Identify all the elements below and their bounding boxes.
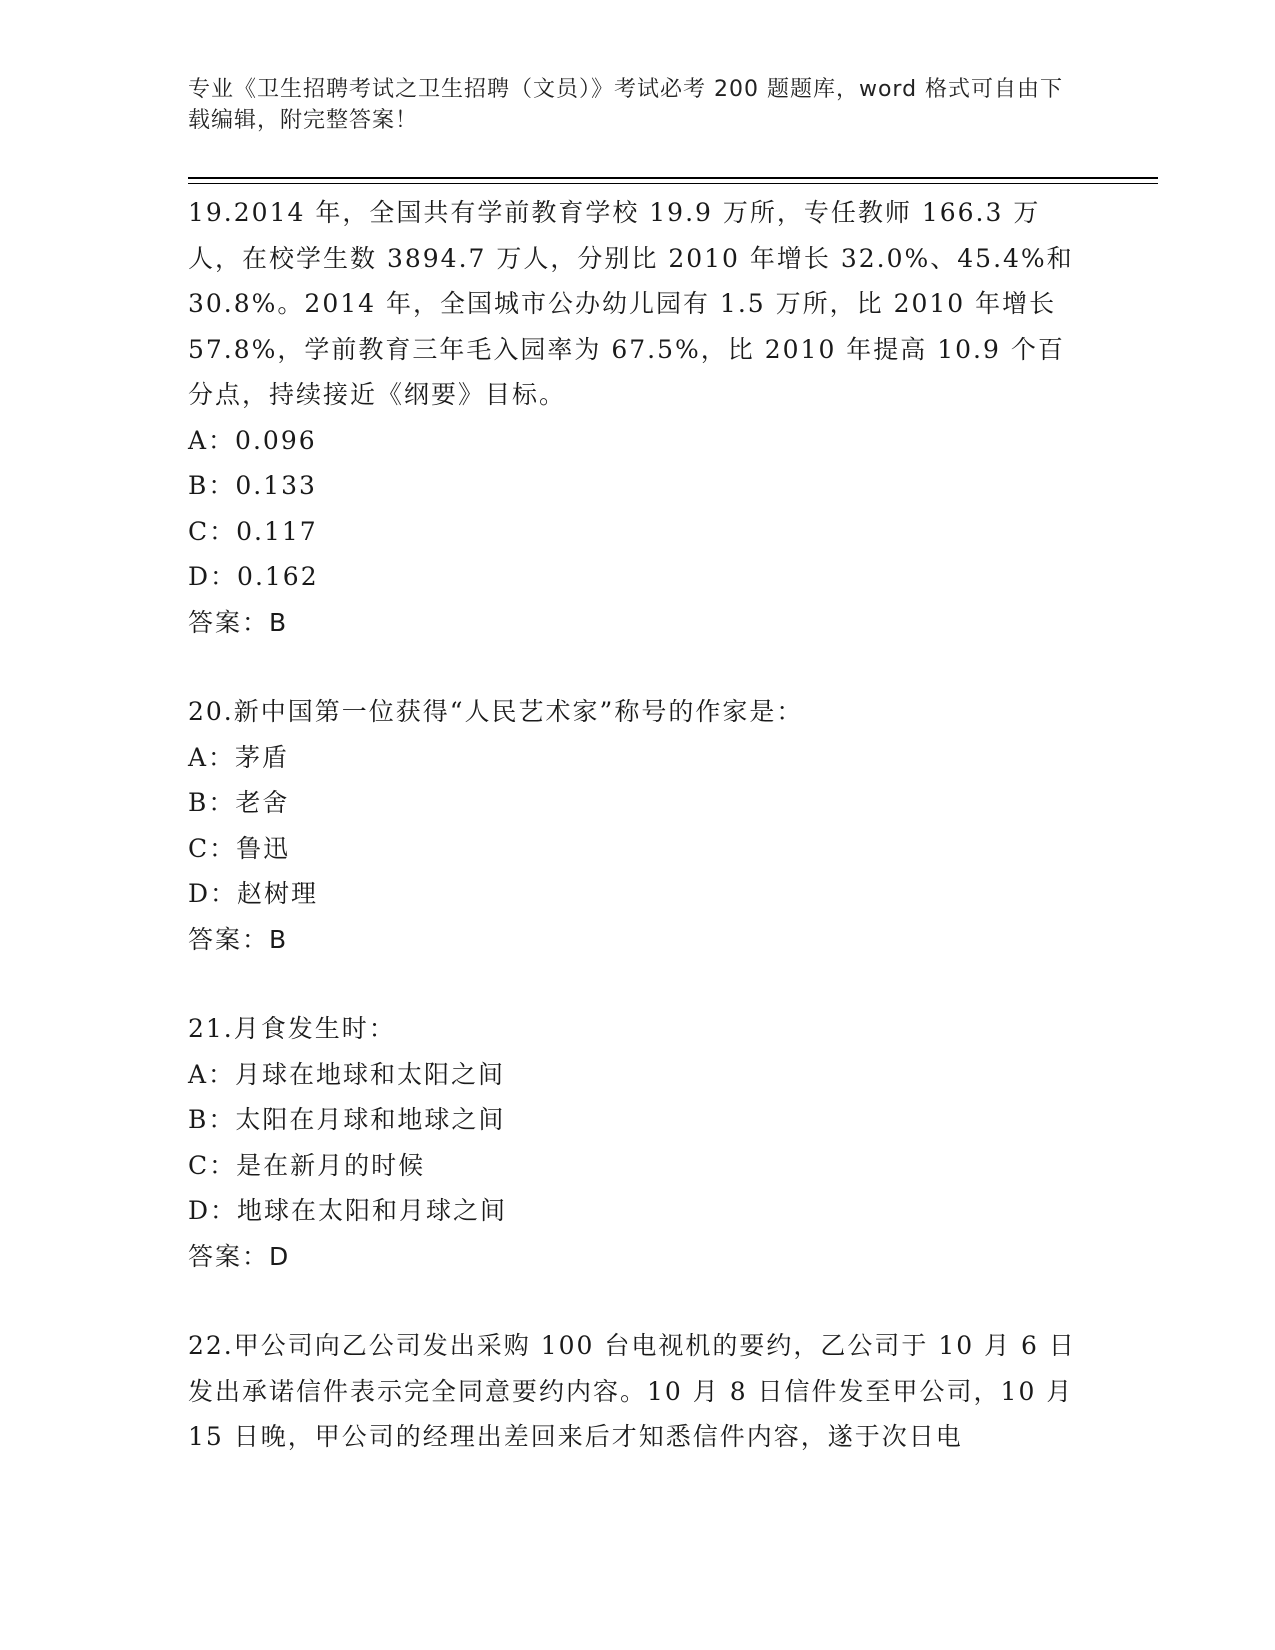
header-rule-thick (188, 177, 1158, 179)
option-c: C：鲁迅 (188, 833, 291, 863)
option-d: D：地球在太阳和月球之间 (188, 1196, 508, 1225)
question-20 (188, 689, 1088, 962)
question-21 (188, 1006, 1088, 1279)
answer-line: 答案：B (188, 607, 289, 637)
question-stem: 19.2014 年，全国共有学前教育学校 19.9 万所，专任教师 166.3 万人，在校学生数 3894.7 万人，分别比 2010 年增长 32.0%、45.4%和 30.8%。2014 年，全国城市公办幼儿园有 1.5 万所，比 2010 年增长 57.8%，学前教育三年毛入园率为 67.5%，比 2010 年提高 10.9 个百分点，持续接近《纲要》目标。 (188, 198, 1074, 409)
question-22 (188, 1323, 1088, 1460)
question-19 (188, 190, 1088, 645)
answer-line: 答案：B (188, 924, 289, 954)
option-b: B：太阳在月球和地球之间 (188, 1105, 506, 1134)
document-header: 专业《卫生招聘考试之卫生招聘（文员）》考试必考 200 题题库，word 格式可自由下载编辑，附完整答案！ (188, 77, 1064, 133)
question-stem: 22.甲公司向乙公司发出采购 100 台电视机的要约，乙公司于 10 月 6 日发出承诺信件表示完全同意要约内容。10 月 8 日信件发至甲公司，10 月 15 日晚，甲公司的经理出差回来后才知悉信件内容，遂于次日电 (188, 1331, 1076, 1451)
option-c: C：是在新月的时候 (188, 1150, 426, 1180)
option-b: B：老舍 (188, 788, 290, 817)
option-a: A：茅盾 (188, 742, 290, 772)
option-c: C：0.117 (188, 516, 318, 546)
option-d: D：赵树理 (188, 879, 319, 908)
question-stem: 20.新中国第一位获得“人民艺术家”称号的作家是： (188, 697, 804, 726)
option-a: A：月球在地球和太阳之间 (188, 1059, 506, 1089)
option-a: A：0.096 (188, 425, 317, 455)
option-b: B：0.133 (188, 471, 317, 500)
option-d: D：0.162 (188, 562, 319, 591)
question-list (188, 190, 1088, 1504)
question-stem: 21.月食发生时： (188, 1014, 396, 1043)
header-rule-thin (188, 183, 1158, 184)
answer-line: 答案：D (188, 1241, 291, 1271)
